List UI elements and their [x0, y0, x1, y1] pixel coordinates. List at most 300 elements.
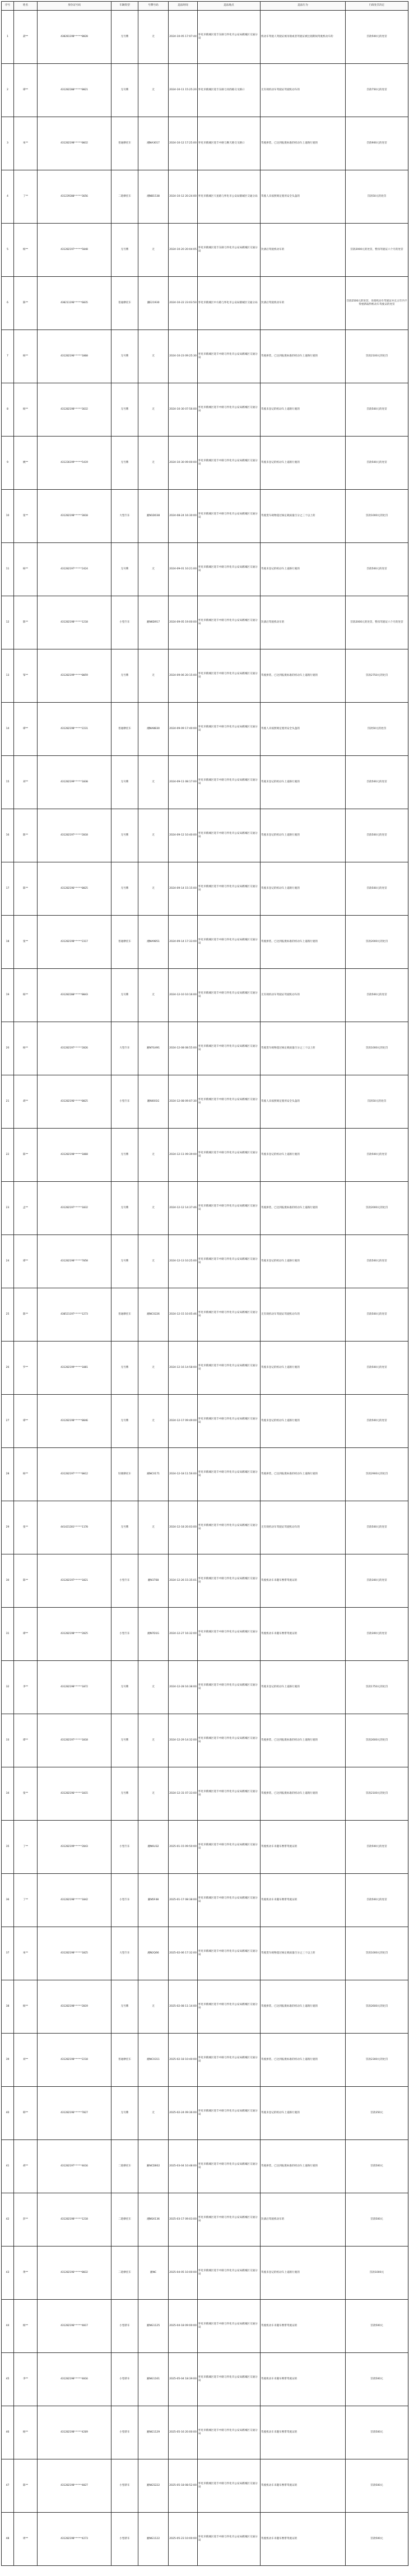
row-time-cell: 2024-10-23 09:25:30 [169, 330, 198, 383]
row-act-cell: 驾驶拼装、已达到报废标准的机动车上道路行驶的 [261, 1182, 346, 1235]
row-name-cell: 陈** [14, 2459, 38, 2513]
row-time-cell: 2024-12-16 14:58:00 [169, 1342, 198, 1395]
row-decision-cell: 罚款500元的处罚 [346, 809, 408, 862]
row-name-cell: 彭** [14, 2193, 38, 2247]
row-act-cell: 驾驶拼装、已达到报废标准的机动车上道路行驶的 [261, 2140, 346, 2193]
row-place-cell: 怀化市鹤城区中方路与怀化市公安局鹤城区交通分局 [198, 277, 261, 330]
row-decision-cell: 罚款500元的处罚 [346, 1395, 408, 1448]
row-seq-cell: 7 [2, 330, 14, 383]
row-seq-cell: 40 [2, 2087, 14, 2140]
row-plate-cell: 无 [138, 862, 169, 916]
row-vehicle-type-cell: 无号牌 [111, 1767, 138, 1821]
row-seq-cell: 19 [2, 969, 14, 1022]
row-vehicle-type-cell: 小型汽车 [111, 596, 138, 649]
row-time-cell: 2025-05-16 20:00:00 [169, 2406, 198, 2459]
row-time-cell: 2024-12-31 07:33:00 [169, 1767, 198, 1821]
row-vehicle-type-cell: 无号牌 [111, 1714, 138, 1767]
row-time-cell: 2024-12-27 16:32:00 [169, 1608, 198, 1661]
row-name-cell: 丁** [14, 1821, 38, 1874]
row-place-cell: 怀化市鹤城区迎丰中路与怀化市公安局鹤城区交通分局 [198, 437, 261, 490]
row-time-cell: 2024-09-09 17:40:00 [169, 703, 198, 756]
row-id-number-cell: 431202198*****4016 [38, 2353, 111, 2406]
row-decision-cell: 罚款500元的处罚 [346, 756, 408, 809]
row-decision-cell: 罚款500元的处罚 [346, 383, 408, 437]
row-vehicle-type-cell: 小型轿车 [111, 2300, 138, 2353]
header-name: 姓名 [14, 2, 38, 11]
row-time-cell: 2024-10-30 09:00:00 [169, 437, 198, 490]
row-name-cell: 聂** [14, 11, 38, 64]
row-plate-cell: 湘NG1122 [138, 2513, 169, 2566]
row-vehicle-type-cell: 小型汽车 [111, 1608, 138, 1661]
row-plate-cell: 湘NA3017 [138, 117, 169, 170]
row-name-cell: 罗** [14, 1342, 38, 1395]
row-act-cell: 驾驶未登记的机动车上道路行驶的 [261, 2087, 346, 2140]
row-decision-cell: 罚款500元 [346, 2513, 408, 2566]
row-name-cell: 陈** [14, 596, 38, 649]
row-seq-cell: 15 [2, 756, 14, 809]
row-time-cell: 2024-12-10 10:16:00 [169, 969, 198, 1022]
row-name-cell: 丁** [14, 170, 38, 224]
row-time-cell: 2024-09-11 08:17:00 [169, 756, 198, 809]
row-place-cell: 怀化市鹤城区迎丰中路与怀化市公安局鹤城区交通分局 [198, 969, 261, 1022]
row-time-cell: 2024-09-06 20:15:00 [169, 649, 198, 703]
row-vehicle-type-cell: 大型汽车 [111, 1927, 138, 1980]
row-vehicle-type-cell: 无号牌 [111, 969, 138, 1022]
row-decision-cell: 罚款500元的处罚 [346, 543, 408, 596]
table-row [2, 596, 408, 649]
row-id-number-cell: 431202198*****3632 [38, 383, 111, 437]
row-plate-cell: 湘NG5222 [138, 2459, 169, 2513]
row-place-cell: 怀化市鹤城区迎丰中路与怀化市公安局鹤城区交通分局 [198, 2459, 261, 2513]
row-vehicle-type-cell: 无号牌 [111, 1342, 138, 1395]
row-seq-cell: 43 [2, 2247, 14, 2300]
table-row [2, 490, 408, 543]
row-seq-cell: 6 [2, 277, 14, 330]
row-plate-cell: 湘N2Q66 [138, 1927, 169, 1980]
row-seq-cell: 27 [2, 1395, 14, 1448]
row-name-cell: 陈** [14, 1554, 38, 1608]
row-decision-cell: 罚款500元 [346, 2406, 408, 2459]
table-row [2, 2513, 408, 2566]
row-time-cell: 2025-01-15 09:50:00 [169, 1821, 198, 1874]
row-id-number-cell: 431202198*****0032 [38, 117, 111, 170]
row-id-number-cell: 431202196*****4017 [38, 2300, 111, 2353]
row-id-number-cell: 431202196*****1060 [38, 330, 111, 383]
row-act-cell: 驾驶未登记的机动车上道路行驶的 [261, 1395, 346, 1448]
row-time-cell: 2024-10-20 20:04:05 [169, 224, 198, 277]
row-time-cell: 2024-12-08 08:55:00 [169, 1022, 198, 1075]
row-act-cell: 驾驶货车载物超过核定载质量百分之三十以上的 [261, 490, 346, 543]
row-time-cell: 2024-12-17 09:49:00 [169, 1395, 198, 1448]
row-id-number-cell: 431202198*****1025 [38, 1927, 111, 1980]
row-id-number-cell: 431202198*****4027 [38, 2459, 111, 2513]
row-act-cell: 无有效机动车驾驶证驾驶机动车的 [261, 1501, 346, 1554]
table-row [2, 1395, 408, 1448]
row-act-cell: 饮酒后驾驶机动车的 [261, 277, 346, 330]
row-vehicle-type-cell: 普通摩托车 [111, 703, 138, 756]
row-seq-cell: 44 [2, 2300, 14, 2353]
table-row [2, 756, 408, 809]
row-decision-cell: 罚款2600元的处罚 [346, 1980, 408, 2034]
row-name-cell: 刘** [14, 756, 38, 809]
row-decision-cell: 罚款500元的处罚 [346, 969, 408, 1022]
row-time-cell: 2024-12-26 15:35:01 [169, 1554, 198, 1608]
table-row [2, 1075, 408, 1129]
row-name-cell: 陈** [14, 862, 38, 916]
row-plate-cell: 湘NCD602 [138, 2140, 169, 2193]
table-row [2, 809, 408, 862]
table-row [2, 969, 408, 1022]
row-place-cell: 怀化市鹤城区迎丰中路与怀化市公安局鹤城区交通分局 [198, 1501, 261, 1554]
row-act-cell: 驾驶人未按照规定使用安全头盔的 [261, 1075, 346, 1129]
row-plate-cell: 湘NA9851 [138, 916, 169, 969]
row-id-number-cell: 431202196*****0025 [38, 862, 111, 916]
row-plate-cell: 湘NG1125 [138, 2300, 169, 2353]
row-act-cell: 驾驶拼装、已达到报废标准的机动车上道路行驶的 [261, 649, 346, 703]
row-place-cell: 怀化市鹤城区迎丰中路与怀化市公安局鹤城区交通分局 [198, 2406, 261, 2459]
row-time-cell: 2024-12-12 14:37:46 [169, 1182, 198, 1235]
table-row [2, 649, 408, 703]
row-name-cell: 张** [14, 1501, 38, 1554]
row-seq-cell: 24 [2, 1235, 14, 1288]
row-decision-cell: 罚款500元 [346, 2300, 408, 2353]
table-row [2, 1448, 408, 1501]
row-plate-cell: 无 [138, 1661, 169, 1714]
row-decision-cell: 罚款50元的处罚 [346, 170, 408, 224]
row-act-cell: 饮酒后驾驶机动车的 [261, 224, 346, 277]
row-id-number-cell: 431202198*****2231 [38, 703, 111, 756]
row-time-cell: 2024-12-08 09:07:30 [169, 1075, 198, 1129]
row-seq-cell: 17 [2, 862, 14, 916]
row-act-cell: 驾驶机动车未随车携带驾驶证的 [261, 2513, 346, 2566]
table-row [2, 64, 408, 117]
row-decision-cell: 罚款2500元的处罚，吊销机动车驾驶证并且五年内不得重新取得机动车驾驶证的处罚 [346, 277, 408, 330]
table-row [2, 2353, 408, 2406]
row-vehicle-type-cell: 无号牌 [111, 1980, 138, 2034]
row-vehicle-type-cell: 无号牌 [111, 1129, 138, 1182]
row-place-cell: 怀化市鹤城区迎丰中路与怀化市公安局鹤城区交通分局 [198, 809, 261, 862]
row-plate-cell: 无 [138, 756, 169, 809]
row-vehicle-type-cell: 二轮摩托车 [111, 2193, 138, 2247]
row-id-number-cell: 431202197*****2026 [38, 1022, 111, 1075]
row-plate-cell: 无 [138, 1714, 169, 1767]
row-seq-cell: 25 [2, 1288, 14, 1342]
row-name-cell: 李** [14, 2353, 38, 2406]
row-time-cell: 2024-10-22 23:03:50 [169, 277, 198, 330]
row-plate-cell: 湘NC0171 [138, 1448, 169, 1501]
row-act-cell: 驾驶未登记的机动车上道路行驶的 [261, 1342, 346, 1395]
row-id-number-cell: 431202196*****7027 [38, 2087, 111, 2140]
row-seq-cell: 31 [2, 1608, 14, 1661]
row-time-cell: 2025-02-08 11:14:00 [169, 1980, 198, 2034]
row-decision-cell: 罚款50元的处罚 [346, 1075, 408, 1129]
row-seq-cell: 14 [2, 703, 14, 756]
row-id-number-cell: 431202198*****4269 [38, 2406, 111, 2459]
row-place-cell: 怀化市鹤城区迎丰中路与怀化市公安局鹤城区交通分局 [198, 490, 261, 543]
row-act-cell: 驾驶未登记的机动车上道路行驶的 [261, 1661, 346, 1714]
table-body [2, 11, 408, 2566]
row-name-cell: 谭** [14, 1235, 38, 1288]
row-decision-cell: 罚款300元的处罚 [346, 1608, 408, 1661]
row-time-cell: 2024-10-12 20:24:00 [169, 170, 198, 224]
row-id-number-cell: 431202197*****1032 [38, 1182, 111, 1235]
row-id-number-cell: 431202199*****1030 [38, 756, 111, 809]
row-seq-cell: 47 [2, 2459, 14, 2513]
row-id-number-cell: 431202198*****1218 [38, 2193, 111, 2247]
row-act-cell: 驾驶未登记的机动车上道路行驶的 [261, 809, 346, 862]
row-act-cell: 驾驶拼装、已达到报废标准的机动车上道路行驶的 [261, 117, 346, 170]
row-decision-cell: 罚款2600元的处罚 [346, 1714, 408, 1767]
table-row [2, 1342, 408, 1395]
row-id-number-cell: 431202198*****3010 [38, 490, 111, 543]
row-decision-cell: 罚款500元的处罚 [346, 1821, 408, 1874]
row-place-cell: 怀化市鹤城区迎丰中路与怀化市公安局鹤城区交通分局 [198, 1129, 261, 1182]
row-plate-cell: 无 [138, 1182, 169, 1235]
row-plate-cell: 无 [138, 1129, 169, 1182]
table-row [2, 862, 408, 916]
table-row [2, 703, 408, 756]
row-plate-cell: 湘N1T68 [138, 1554, 169, 1608]
table-row [2, 11, 408, 64]
row-time-cell: 2024-12-29 14:32:00 [169, 1714, 198, 1767]
row-name-cell: 陈** [14, 277, 38, 330]
row-time-cell: 2025-02-24 09:36:00 [169, 2087, 198, 2140]
row-seq-cell: 23 [2, 1182, 14, 1235]
row-act-cell: 驾驶拼装、已达到报废标准的机动车上道路行驶的 [261, 1767, 346, 1821]
row-place-cell: 怀化市鹤城区迎丰中路与怀化市公安局鹤城区交通分局 [198, 383, 261, 437]
table-row [2, 1608, 408, 1661]
row-name-cell: 姚** [14, 437, 38, 490]
row-name-cell: 丁** [14, 1874, 38, 1927]
row-place-cell: 怀化市鹤城区迎丰中路与怀化市公安局鹤城区交通分局 [198, 1075, 261, 1129]
row-time-cell: 2025-04-18 09:00:00 [169, 2300, 198, 2353]
row-act-cell: 饮酒后驾驶机动车的 [261, 2193, 346, 2247]
row-place-cell: 怀化市鹤城区迎丰中路与怀化市公安局鹤城区交通分局 [198, 1182, 261, 1235]
header-violation-time: 违法时间 [169, 2, 198, 11]
row-vehicle-type-cell: 轻便摩托车 [111, 1448, 138, 1501]
row-time-cell: 2024-09-12 10:40:00 [169, 809, 198, 862]
row-time-cell: 2024-12-18 20:03:00 [169, 1501, 198, 1554]
row-place-cell: 怀化市鹤城区迎丰中路与怀化市公安局鹤城区交通分局 [198, 1927, 261, 1980]
row-seq-cell: 48 [2, 2513, 14, 2566]
row-id-number-cell: 431202198*****2025 [38, 1608, 111, 1661]
row-place-cell: 怀化市鹤城区迎丰中路与怀化市公安局鹤城区交通分局 [198, 1608, 261, 1661]
row-place-cell: 怀化市鹤城区迎丰中路与怀化市公安局鹤城区交通分局 [198, 2193, 261, 2247]
row-id-number-cell: 431202198*****2019 [38, 1980, 111, 2034]
row-place-cell: 怀化市鹤城区迎丰东路与河西路交叉路口 [198, 64, 261, 117]
row-vehicle-type-cell: 无号牌 [111, 1501, 138, 1554]
row-name-cell: 杨** [14, 2406, 38, 2459]
row-seq-cell: 35 [2, 1821, 14, 1874]
row-vehicle-type-cell: 二轮摩托车 [111, 2140, 138, 2193]
row-name-cell: 张** [14, 916, 38, 969]
row-place-cell: 怀化市鹤城区迎丰中路与怀化市公安局鹤城区交通分局 [198, 2300, 261, 2353]
row-seq-cell: 3 [2, 117, 14, 170]
row-vehicle-type-cell: 无号牌 [111, 1395, 138, 1448]
row-plate-cell: 无 [138, 330, 169, 383]
row-act-cell: 驾驶人未按照规定使用安全头盔的 [261, 703, 346, 756]
row-place-cell: 怀化市鹤城区迎丰中路与怀化市公安局鹤城区交通分局 [198, 862, 261, 916]
header-plate: 号牌号码 [138, 2, 169, 11]
table-row [2, 330, 408, 383]
row-decision-cell: 罚款500元的处罚 [346, 1501, 408, 1554]
row-place-cell: 怀化市鹤城区迎丰中路与怀化市公安局鹤城区交通分局 [198, 1448, 261, 1501]
table-row [2, 1022, 408, 1075]
row-vehicle-type-cell: 小型轿车 [111, 2513, 138, 2566]
row-seq-cell: 42 [2, 2193, 14, 2247]
row-place-cell: 怀化市鹤城区迎丰中路与顺天路交叉路口 [198, 117, 261, 170]
table-row [2, 437, 408, 490]
row-name-cell: 杨** [14, 969, 38, 1022]
row-id-number-cell: 431226199*****5419 [38, 437, 111, 490]
row-name-cell: 谭** [14, 1395, 38, 1448]
row-id-number-cell: 431202200*****0021 [38, 64, 111, 117]
row-decision-cell: 罚款500元 [346, 2193, 408, 2247]
row-time-cell: 2024-09-01 10:21:00 [169, 543, 198, 596]
row-name-cell: 陈** [14, 1129, 38, 1182]
row-place-cell: 怀化市鹤城区迎丰中路与怀化市公安局鹤城区交通分局 [198, 756, 261, 809]
row-plate-cell: 湘N7D1G [138, 1608, 169, 1661]
row-plate-cell: 无 [138, 383, 169, 437]
row-plate-cell: 湘NI001G [138, 1075, 169, 1129]
row-place-cell: 怀化市鹤城区迎丰中路与怀化市公安局鹤城区交通分局 [198, 2247, 261, 2300]
row-id-number-cell: 431229200*****3656 [38, 170, 111, 224]
row-time-cell: 2025-05-23 10:00:00 [169, 2513, 198, 2566]
row-time-cell: 2025-04-05 10:00:00 [169, 2247, 198, 2300]
table-row [2, 2193, 408, 2247]
header-violation-act: 违法行为 [261, 2, 346, 11]
row-name-cell: 陈** [14, 1288, 38, 1342]
row-vehicle-type-cell: 大型汽车 [111, 1022, 138, 1075]
table-row [2, 1129, 408, 1182]
row-plate-cell: 湘N6D917 [138, 596, 169, 649]
row-time-cell: 2024-12-18 11:56:00 [169, 1448, 198, 1501]
table-header-row [2, 2, 408, 11]
table-row [2, 2140, 408, 2193]
row-decision-cell: 罚款500元 [346, 2140, 408, 2193]
row-place-cell: 怀化市鹤城区迎丰东路与怀化市公安局鹤城区交通分局 [198, 224, 261, 277]
row-seq-cell: 34 [2, 1767, 14, 1821]
row-vehicle-type-cell: 无号牌 [111, 756, 138, 809]
row-plate-cell: 无 [138, 1395, 169, 1448]
row-vehicle-type-cell: 无号牌 [111, 1661, 138, 1714]
row-decision-cell: 罚款500元的处罚 [346, 1288, 408, 1342]
row-decision-cell: 罚款2750元的处罚 [346, 649, 408, 703]
row-plate-cell: 湘NC [138, 2247, 169, 2300]
table-row [2, 2459, 408, 2513]
row-time-cell: 2025-05-18 08:52:00 [169, 2459, 198, 2513]
row-plate-cell: 无 [138, 1342, 169, 1395]
row-place-cell: 怀化市鹤城区迎丰中路与怀化市公安局鹤城区交通分局 [198, 2034, 261, 2087]
row-vehicle-type-cell: 无号牌 [111, 64, 138, 117]
row-vehicle-type-cell: 小型汽车 [111, 1874, 138, 1927]
row-id-number-cell: 431202198*****7058 [38, 1235, 111, 1288]
row-place-cell: 怀化市鹤城区迎丰中路与怀化市公安局鹤城区交通分局 [198, 1661, 261, 1714]
row-name-cell: 韩** [14, 2087, 38, 2140]
row-id-number-cell: 430211196*****6035 [38, 277, 111, 330]
row-name-cell: 谭** [14, 64, 38, 117]
row-seq-cell: 46 [2, 2406, 14, 2459]
row-seq-cell: 18 [2, 916, 14, 969]
row-seq-cell: 8 [2, 383, 14, 437]
row-plate-cell: 无 [138, 437, 169, 490]
row-vehicle-type-cell: 大型汽车 [111, 490, 138, 543]
row-act-cell: 驾驶拼装、已达到报废标准的机动车上道路行驶的 [261, 1714, 346, 1767]
header-decision: 行政处罚决定 [346, 2, 408, 11]
row-seq-cell: 33 [2, 1714, 14, 1767]
table-row [2, 2247, 408, 2300]
row-plate-cell: 无 [138, 1235, 169, 1288]
row-id-number-cell: 431202197*****5048 [38, 224, 111, 277]
row-plate-cell: 湘NC0311 [138, 2034, 169, 2087]
row-act-cell: 驾驶货车载物超过核定载质量百分之三十以上的 [261, 1022, 346, 1075]
row-name-cell: 李** [14, 1661, 38, 1714]
table-row [2, 1714, 408, 1767]
table-row [2, 2087, 408, 2140]
row-place-cell: 怀化市鹤城区迎丰中路与怀化市公安局鹤城区交通分局 [198, 1821, 261, 1874]
table-row [2, 1182, 408, 1235]
row-decision-cell: 罚款500元的处罚 [346, 11, 408, 64]
row-seq-cell: 36 [2, 1874, 14, 1927]
table-row [2, 2300, 408, 2353]
table-row [2, 1288, 408, 1342]
row-time-cell: 2024-10-12 17:25:00 [169, 117, 198, 170]
row-plate-cell: 湘N1D038 [138, 490, 169, 543]
row-place-cell: 怀化市鹤城区迎丰中路与怀化市公安局鹤城区交通分局 [198, 1767, 261, 1821]
row-name-cell: 胡** [14, 1075, 38, 1129]
row-act-cell: 驾驶机动车未随车携带驾驶证的 [261, 2459, 346, 2513]
row-id-number-cell: 431202197*****1018 [38, 1714, 111, 1767]
row-plate-cell: 无 [138, 809, 169, 862]
row-decision-cell: 罚款1000元的处罚 [346, 1927, 408, 1980]
row-vehicle-type-cell: 无号牌 [111, 543, 138, 596]
row-plate-cell: 湘N5F48 [138, 1874, 169, 1927]
table-row [2, 117, 408, 170]
row-seq-cell: 45 [2, 2353, 14, 2406]
row-act-cell: 驾驶机动车未随车携带驾驶证的 [261, 2300, 346, 2353]
row-decision-cell: 罚款750元的处罚 [346, 64, 408, 117]
row-place-cell: 怀化市鹤城区迎丰中路与怀化市公安局鹤城区交通分局 [198, 543, 261, 596]
row-vehicle-type-cell: 普通摩托车 [111, 916, 138, 969]
row-time-cell: 2024-12-15 10:05:46 [169, 1288, 198, 1342]
row-name-cell: 杨** [14, 383, 38, 437]
table-row [2, 224, 408, 277]
row-seq-cell: 37 [2, 1927, 14, 1980]
row-decision-cell: 罚款500元的处罚 [346, 1129, 408, 1182]
row-vehicle-type-cell: 小型汽车 [111, 1075, 138, 1129]
row-id-number-cell: 431202198*****1068 [38, 1129, 111, 1182]
row-decision-cell: 罚款2900元的处罚 [346, 1448, 408, 1501]
row-decision-cell: 罚款2100元的处罚 [346, 330, 408, 383]
row-seq-cell: 20 [2, 1022, 14, 1075]
row-id-number-cell: 431202200*****0043 [38, 969, 111, 1022]
row-place-cell: 怀化市鹤城区迎丰中路与怀化市公安局鹤城区交通分局 [198, 1395, 261, 1448]
row-decision-cell: 罚款50元的处罚 [346, 703, 408, 756]
header-violation-place: 违法地点 [198, 2, 261, 11]
row-act-cell: 无有效机动车驾驶证驾驶机动车的 [261, 1288, 346, 1342]
row-act-cell: 驾驶机动车未随车携带驾驶证的 [261, 2406, 346, 2459]
row-vehicle-type-cell: 无号牌 [111, 330, 138, 383]
row-name-cell: 杨** [14, 2300, 38, 2353]
table-row [2, 1874, 408, 1927]
row-act-cell: 机动车驾驶人驾驶证被吊销或者驾驶证被注销期间驾驶机动车的 [261, 11, 346, 64]
row-act-cell: 驾驶拼装、已达到报废标准的机动车上道路行驶的 [261, 1980, 346, 2034]
table-row [2, 1661, 408, 1714]
row-vehicle-type-cell: 普通摩托车 [111, 1288, 138, 1342]
row-place-cell: 怀化市鹤城区迎丰中路与怀化市公安局鹤城区交通分局 [198, 649, 261, 703]
row-name-cell: 杨** [14, 224, 38, 277]
row-time-cell: 2024-12-28 16:38:00 [169, 1661, 198, 1714]
